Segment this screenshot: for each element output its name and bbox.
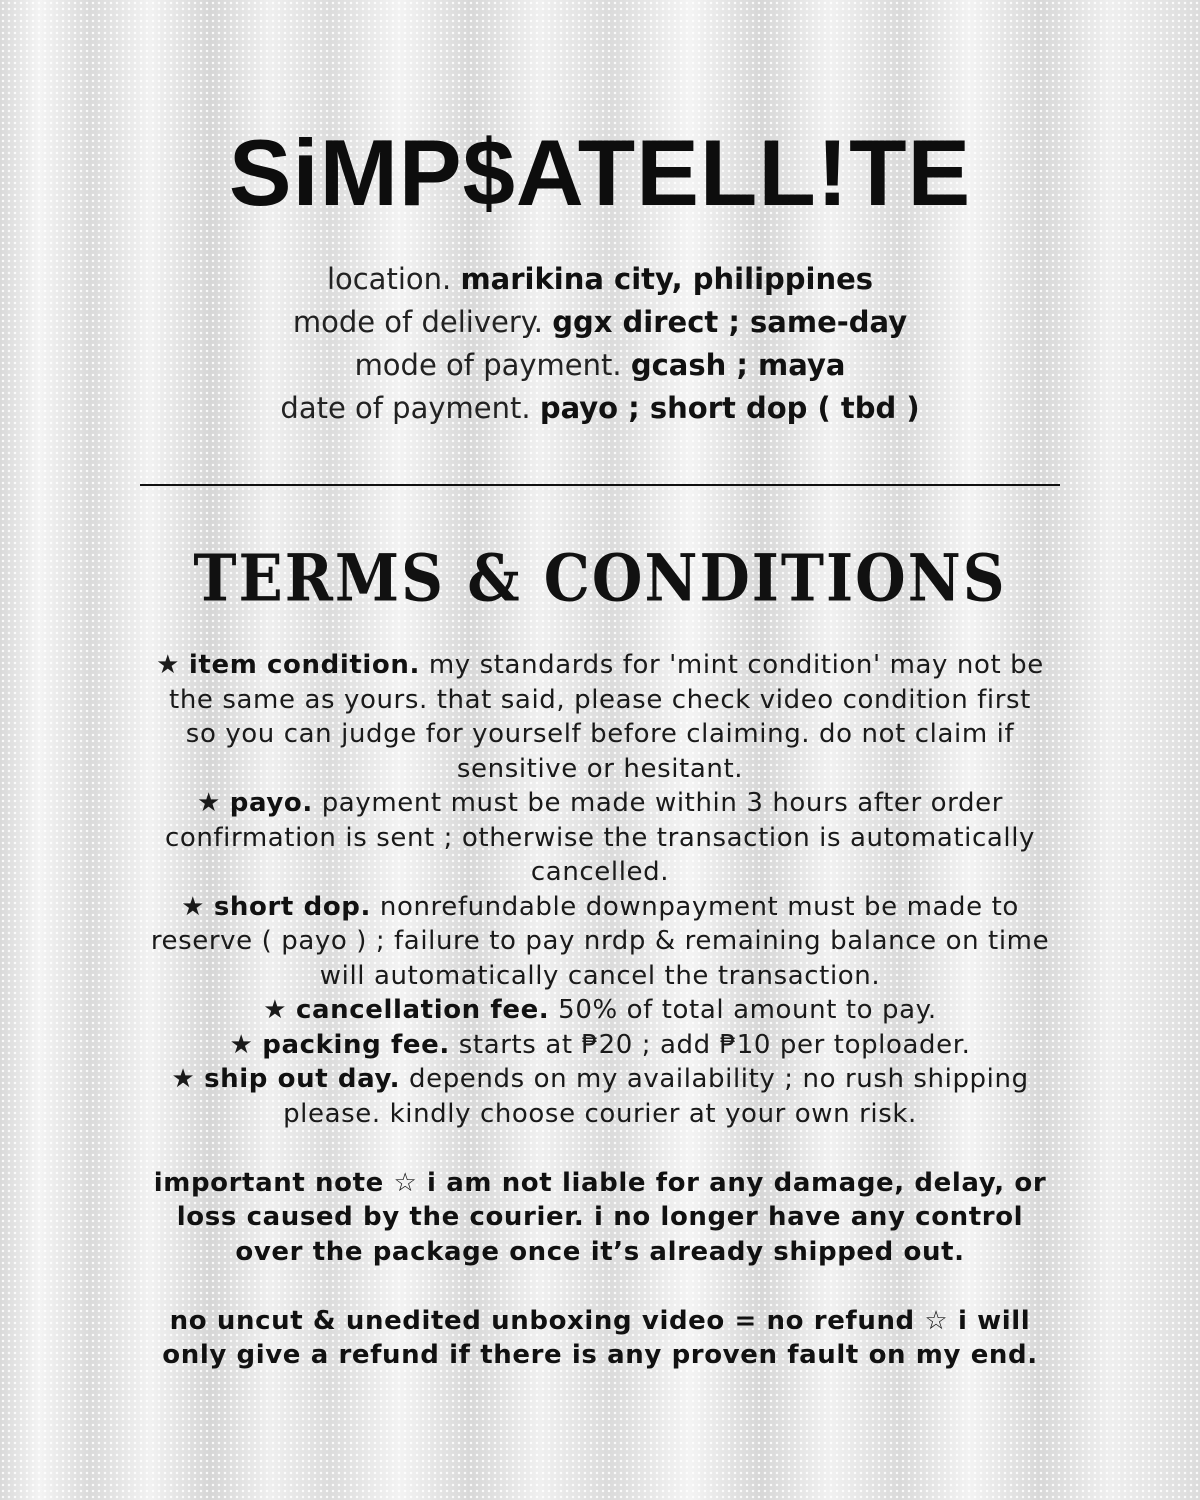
star-icon: ★ (156, 650, 181, 680)
star-icon: ★ (181, 891, 205, 922)
star-icon: ★ (171, 1064, 196, 1094)
shop-info (0, 258, 1200, 430)
rule-cancellation-fee (150, 993, 1050, 1028)
rule-head: short dop. (213, 891, 371, 922)
section-divider (140, 484, 1060, 486)
star-icon: ★ (263, 995, 288, 1025)
rule-ship-out-day (150, 1062, 1050, 1131)
rule-text: nonrefundable downpayment must be made to reserve ( payo ) ; failure to pay nrdp & remaining balance on time will automatically cancel the transaction. (150, 891, 1050, 991)
terms-body (150, 648, 1050, 1373)
rule-head: payo. (229, 788, 313, 818)
star-icon: ★ (196, 788, 221, 818)
info-label: mode of payment. (354, 348, 622, 382)
rule-head: ship out day. (204, 1064, 401, 1094)
star-icon: ★ (229, 1029, 254, 1060)
rule-text: my standards for 'mint condition' may not be the same as yours. that said, please check video condition first so you can judge for yourself before claiming. do not claim if sensitive or hesitant. (169, 650, 1044, 784)
info-row-payment-mode (0, 344, 1200, 387)
info-row-delivery (0, 301, 1200, 344)
rule-text: starts at ₱20 ; add ₱10 per toploader. (458, 1029, 971, 1060)
info-value: gcash ; maya (630, 348, 846, 382)
rule-text: depends on my availability ; no rush shipping please. kindly choose courier at your own risk. (283, 1064, 1029, 1129)
rule-head: item condition. (188, 650, 420, 680)
info-label: location. (326, 262, 452, 296)
info-value: marikina city, philippines (460, 262, 874, 296)
rule-head: cancellation fee. (295, 995, 550, 1025)
info-row-payment-date (0, 387, 1200, 430)
info-value: ggx direct ; same-day (552, 305, 908, 339)
info-value: payo ; short dop ( tbd ) (539, 391, 920, 425)
rule-head: packing fee. (262, 1029, 450, 1060)
info-label: mode of delivery. (292, 305, 543, 339)
rule-short-dop (150, 890, 1050, 994)
rule-payo (150, 786, 1050, 890)
important-note: important note ☆ i am not liable for any damage, delay, or loss caused by the courier. i no longer have any control over the package once it’s already shipped out. (153, 1167, 1047, 1267)
rule-text: payment must be made within 3 hours after order confirmation is sent ; otherwise the transaction is automatically cancelled. (164, 788, 1036, 887)
rule-item-condition (150, 648, 1050, 786)
info-label: date of payment. (280, 391, 531, 425)
rule-text: 50% of total amount to pay. (558, 995, 937, 1025)
rule-packing-fee (150, 1028, 1050, 1063)
info-row-location (0, 258, 1200, 301)
refund-note: no uncut & unedited unboxing video = no refund ☆ i will only give a refund if there is any proven fault on my end. (162, 1305, 1038, 1370)
shop-title: SiMP$ATELL!TE (228, 120, 972, 225)
terms-heading: TERMS & CONDITIONS (193, 539, 1007, 617)
